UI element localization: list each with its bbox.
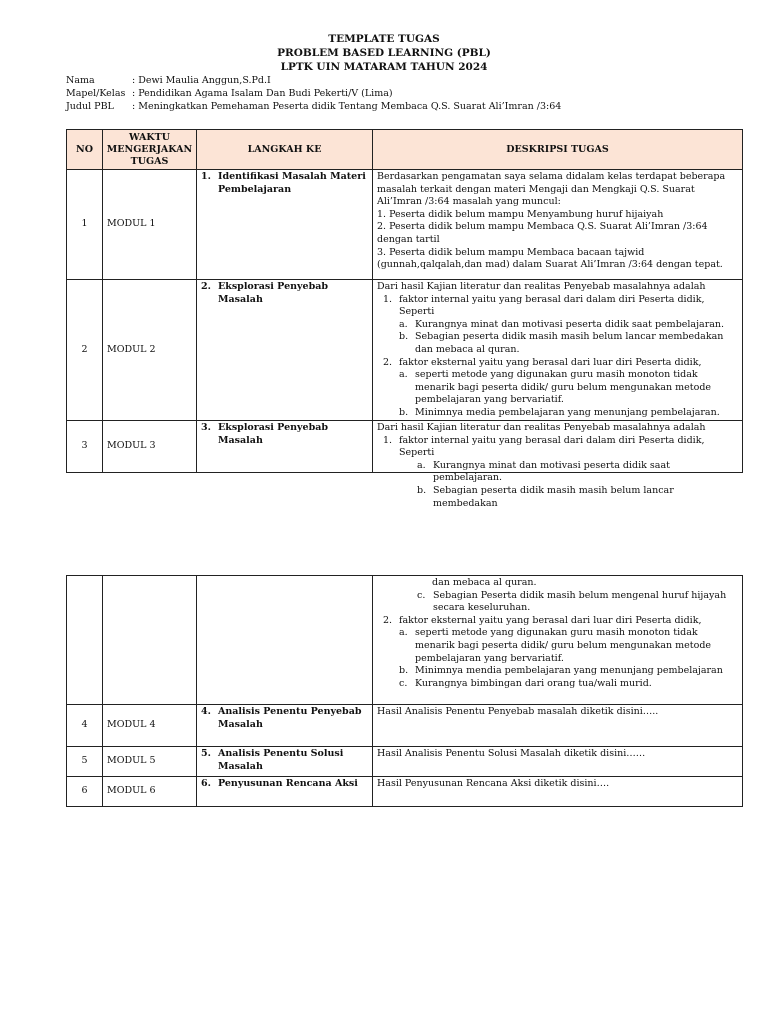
step-number: 2. bbox=[201, 281, 211, 292]
identity-block bbox=[66, 74, 746, 113]
row-modul: MODUL 3 bbox=[103, 421, 197, 473]
list-marker: c. bbox=[417, 589, 426, 601]
list-item: faktor eksternal yaitu yang berasal dari luar diri Peserta didik, bbox=[399, 356, 702, 368]
desc-point: 3. Peserta didik belum mampu Membaca bacaan tajwid (gunnah,qalqalah,dan mad) dalam Suarat Ali’Imran /3:64 dengan tepat. bbox=[377, 246, 723, 271]
row-langkah bbox=[197, 280, 373, 421]
row-number: 2 bbox=[67, 280, 103, 421]
list-marker: b. bbox=[399, 665, 409, 677]
step-number: 5. bbox=[201, 748, 211, 759]
nama-row bbox=[66, 74, 746, 87]
row-langkah bbox=[197, 170, 373, 280]
list-item: faktor internal yaitu yang berasal dari dalam diri Peserta didik, Seperti bbox=[399, 293, 705, 318]
table-row bbox=[67, 777, 743, 807]
step-title: Analisis Penentu Penyebab Masalah bbox=[218, 706, 362, 730]
table-row bbox=[67, 576, 743, 705]
row-number: 5 bbox=[67, 747, 103, 777]
table-row bbox=[67, 170, 743, 280]
step-title: Analisis Penentu Solusi Masalah bbox=[218, 748, 344, 772]
row-number: 6 bbox=[67, 777, 103, 807]
row-modul: MODUL 6 bbox=[103, 777, 197, 807]
judul-row bbox=[66, 100, 746, 113]
row-number: 4 bbox=[67, 705, 103, 747]
row-number bbox=[67, 576, 103, 705]
row-deskripsi: Hasil Penyusunan Rencana Aksi diketik disini…. bbox=[373, 777, 743, 807]
header-no: NO bbox=[67, 130, 103, 170]
list-item: Sebagian peserta didik masih masih belum lancar membedakan dan mebaca al quran. bbox=[415, 331, 724, 355]
row-modul: MODUL 1 bbox=[103, 170, 197, 280]
row-number: 1 bbox=[67, 170, 103, 280]
row-langkah bbox=[197, 747, 373, 777]
desc-intro: Dari hasil Kajian literatur dan realitas Penyebab masalahnya adalah bbox=[377, 281, 706, 292]
list-marker: b. bbox=[399, 406, 409, 418]
row-deskripsi bbox=[373, 170, 743, 280]
row-deskripsi bbox=[373, 576, 743, 705]
row-modul: MODUL 5 bbox=[103, 747, 197, 777]
row-modul: MODUL 4 bbox=[103, 705, 197, 747]
row-langkah bbox=[197, 705, 373, 747]
header-waktu: WAKTU MENGERJAKAN TUGAS bbox=[103, 130, 197, 170]
step-number: 6. bbox=[201, 778, 211, 789]
header-deskripsi: DESKRIPSI TUGAS bbox=[373, 130, 743, 170]
list-marker: b. bbox=[399, 331, 409, 343]
list-marker: a. bbox=[399, 627, 408, 639]
row-number: 3 bbox=[67, 421, 103, 473]
list-item: Minimnya media pembelajaran yang menunjang pembelajaran. bbox=[415, 406, 720, 418]
table-row bbox=[67, 747, 743, 777]
list-marker: a. bbox=[417, 459, 426, 471]
row-deskripsi: Hasil Analisis Penentu Solusi Masalah diketik disini…… bbox=[373, 747, 743, 777]
list-marker: c. bbox=[399, 677, 408, 689]
judul-value: : Meningkatkan Pemehaman Peserta didik Tentang Membaca Q.S. Suarat Ali’Imran /3:64 bbox=[132, 101, 562, 112]
row-deskripsi bbox=[373, 421, 743, 509]
document-title bbox=[0, 32, 768, 74]
row-modul bbox=[103, 576, 197, 705]
list-item: Minimnya mendia pembelajaran yang menunjang pembelajaran bbox=[415, 665, 723, 677]
step-title: Penyusunan Rencana Aksi bbox=[218, 778, 358, 789]
list-marker: 2. bbox=[383, 356, 393, 368]
list-item: Sebagian Peserta didik masih belum mengenal huruf hijayah secara keseluruhan. bbox=[433, 589, 727, 614]
task-table bbox=[66, 129, 743, 509]
nama-label: Nama bbox=[66, 75, 95, 86]
title-line-2: PROBLEM BASED LEARNING (PBL) bbox=[277, 47, 491, 59]
list-marker: b. bbox=[417, 484, 427, 496]
step-number: 3. bbox=[201, 422, 211, 433]
desc-intro: Berdasarkan pengamatan saya selama didalam kelas terdapat beberapa masalah terkait dengan materi Mengaji dan Mengkaji Q.S. Suarat Ali’Imran /3:64 masalah yang muncul: bbox=[377, 171, 726, 208]
row-langkah bbox=[197, 421, 373, 473]
list-marker: 1. bbox=[383, 434, 393, 446]
desc-point: 2. Peserta didik belum mampu Membaca Q.S. Suarat Ali’Imran /3:64 dengan tartil bbox=[377, 221, 708, 245]
list-item: Kurangnya minat dan motivasi peserta didik saat pembelajaran. bbox=[415, 318, 725, 330]
step-title: Eksplorasi Penyebab Masalah bbox=[218, 281, 329, 305]
desc-intro: Dari hasil Kajian literatur dan realitas Penyebab masalahnya adalah bbox=[377, 422, 706, 433]
table-row bbox=[67, 280, 743, 421]
list-item: Kurangnya minat dan motivasi peserta didik saat pembelajaran. bbox=[433, 459, 670, 484]
step-title: Eksplorasi Penyebab Masalah bbox=[218, 422, 329, 446]
step-number: 1. bbox=[201, 171, 211, 182]
list-item: Sebagian peserta didik masih masih belum lancar membedakan bbox=[433, 484, 674, 509]
list-item: faktor internal yaitu yang berasal dari dalam diri Peserta didik, Seperti bbox=[399, 434, 705, 459]
nama-value: : Dewi Maulia Anggun,S.Pd.I bbox=[132, 75, 271, 86]
table-row bbox=[67, 705, 743, 747]
list-marker: 1. bbox=[383, 293, 393, 305]
mapel-value: : Pendidikan Agama Isalam Dan Budi Pekerti/V (Lima) bbox=[132, 88, 393, 99]
judul-label: Judul PBL bbox=[66, 101, 114, 112]
step-title: Identifikasi Masalah Materi Pembelajaran bbox=[218, 171, 366, 195]
list-item: seperti metode yang digunakan guru masih monoton tidak menarik bagi peserta didik/ guru belum mengunakan metode pembelajaran yang bervariatif. bbox=[415, 627, 712, 664]
mapel-label: Mapel/Kelas bbox=[66, 88, 126, 99]
row-deskripsi: Hasil Analisis Penentu Penyebab masalah diketik disini….. bbox=[373, 705, 743, 747]
list-item: faktor eksternal yaitu yang berasal dari luar diri Peserta didik, bbox=[399, 614, 702, 626]
row-deskripsi bbox=[373, 280, 743, 421]
task-table-continued bbox=[66, 575, 743, 807]
row-modul: MODUL 2 bbox=[103, 280, 197, 421]
list-item-continuation: dan mebaca al quran. bbox=[432, 577, 537, 588]
title-line-3: LPTK UIN MATARAM TAHUN 2024 bbox=[280, 61, 488, 73]
list-item: seperti metode yang digunakan guru masih monoton tidak menarik bagi peserta didik/ guru belum mengunakan metode pembelajaran yang bervariatif. bbox=[415, 369, 712, 406]
list-item: Kurangnya bimbingan dari orang tua/wali murid. bbox=[415, 677, 652, 689]
desc-point: 1. Peserta didik belum mampu Menyambung huruf hijaiyah bbox=[377, 208, 664, 220]
list-marker: a. bbox=[399, 318, 408, 330]
table-row bbox=[67, 421, 743, 473]
title-line-1: TEMPLATE TUGAS bbox=[328, 33, 440, 45]
table-header-row bbox=[67, 130, 743, 170]
mapel-row bbox=[66, 87, 746, 100]
list-marker: a. bbox=[399, 369, 408, 381]
row-langkah bbox=[197, 777, 373, 807]
row-langkah bbox=[197, 576, 373, 705]
step-number: 4. bbox=[201, 706, 211, 717]
header-langkah: LANGKAH KE bbox=[197, 130, 373, 170]
list-marker: 2. bbox=[383, 614, 393, 626]
